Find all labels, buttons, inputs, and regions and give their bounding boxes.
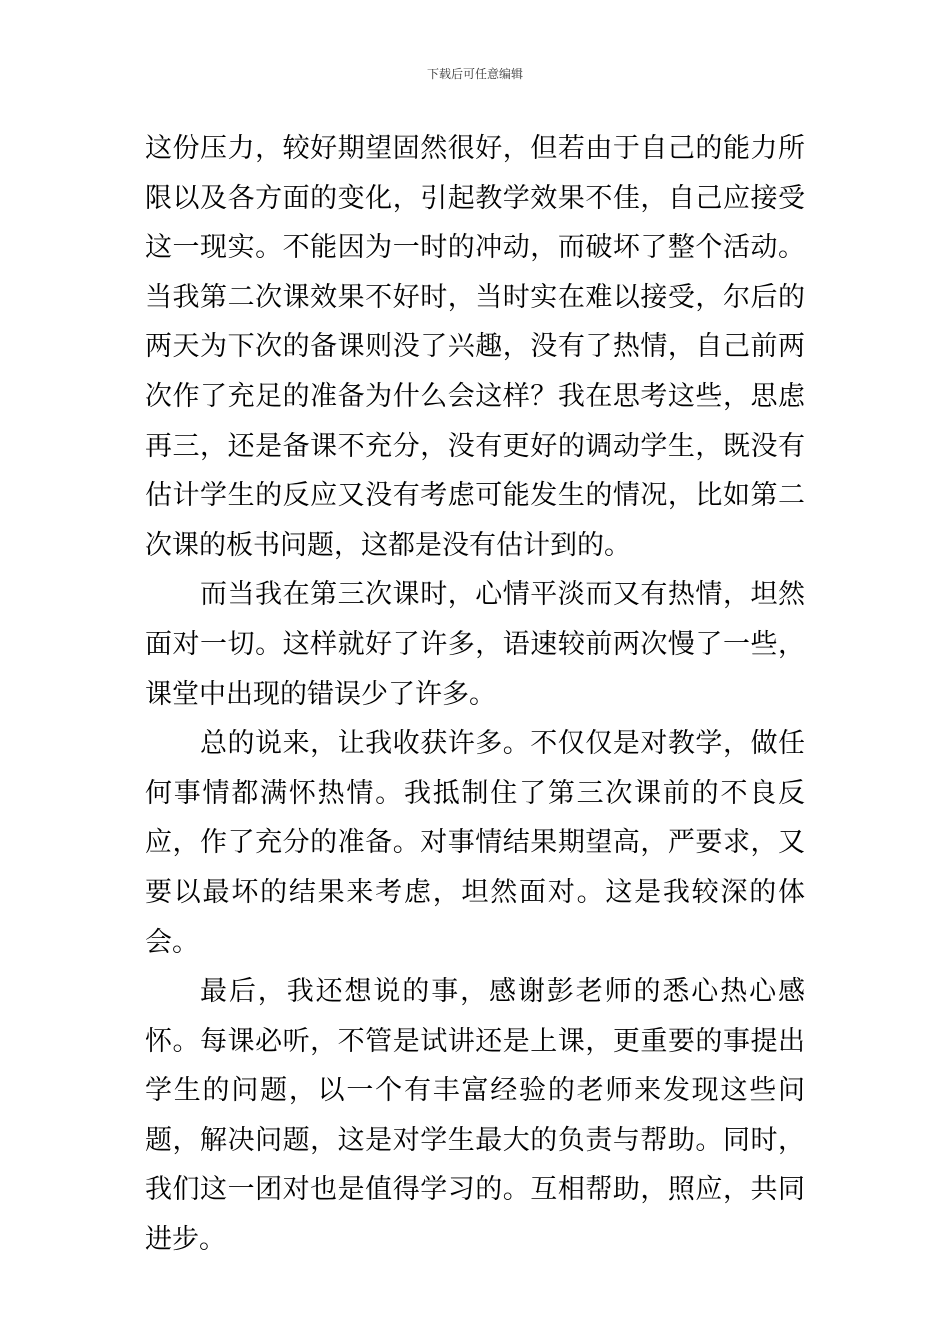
paragraph: 而当我在第三次课时，心情平淡而又有热情，坦然面对一切。这样就好了许多，语速较前两次慢了一些，课堂中出现的错误少了许多。 [145,579,805,710]
paragraph: 总的说来，让我收获许多。不仅仅是对教学，做任何事情都满怀热情。我抵制住了第三次课前的不良反应，作了充分的准备。对事情结果期望高，严要求，又要以最坏的结果来考虑，坦然面对。这是我较深的体会。 [145,728,805,958]
document-body [145,124,805,1265]
page-header: 下载后可任意编辑 [426,67,523,81]
paragraph-continuation: 这份压力，较好期望固然很好，但若由于自己的能力所限以及各方面的变化，引起教学效果不佳，自己应接受这一现实。不能因为一时的冲动，而破坏了整个活动。当我第二次课效果不好时，当时实在难以接受，尔后的两天为下次的备课则没了兴趣，没有了热情，自己前两次作了充足的准备为什么会这样？我在思考这些，思虑再三，还是备课不充分，没有更好的调动学生，既没有估计学生的反应又没有考虑可能发生的情况，比如第二次课的板书问题，这都是没有估计到的。 [145,133,805,561]
paragraph: 最后，我还想说的事，感谢彭老师的悉心热心感怀。每课必听，不管是试讲还是上课，更重要的事提出学生的问题，以一个有丰富经验的老师来发现这些问题，解决问题，这是对学生最大的负责与帮助。同时，我们这一团对也是值得学习的。互相帮助，照应，共同进步。 [145,976,805,1256]
